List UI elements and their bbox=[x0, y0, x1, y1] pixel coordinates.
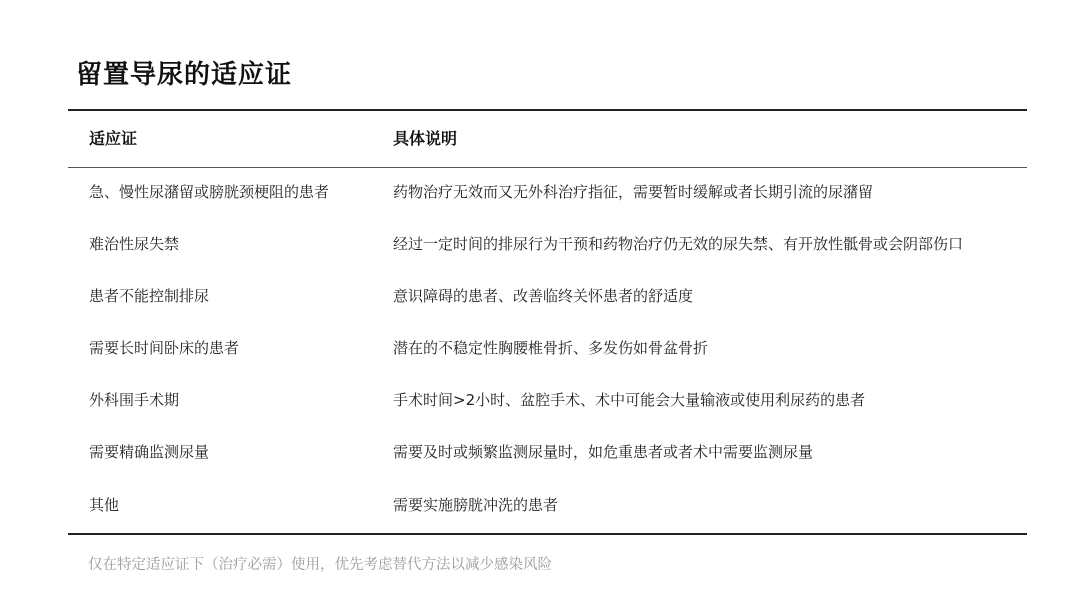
column-header-description: 具体说明 bbox=[393, 129, 458, 148]
table-row bbox=[0, 220, 1080, 272]
indication-cell: 需要长时间卧床的患者 bbox=[89, 339, 240, 358]
table-body bbox=[0, 168, 1080, 533]
footnote: 仅在特定适应证下（治疗必需）使用，优先考虑替代方法以减少感染风险 bbox=[88, 557, 552, 573]
column-header-indication: 适应证 bbox=[89, 129, 138, 148]
table-row bbox=[0, 481, 1080, 533]
indication-cell: 其他 bbox=[89, 495, 120, 514]
indication-cell: 需要精确监测尿量 bbox=[89, 443, 210, 462]
indication-cell: 难治性尿失禁 bbox=[89, 235, 180, 254]
indication-cell: 外科围手术期 bbox=[89, 391, 180, 410]
table-row bbox=[0, 272, 1080, 324]
page-title: 留置导尿的适应证 bbox=[76, 60, 293, 90]
indication-cell: 急、慢性尿潴留或膀胱颈梗阻的患者 bbox=[89, 183, 330, 201]
table-row bbox=[0, 324, 1080, 376]
table-row bbox=[0, 376, 1080, 428]
table-row bbox=[0, 428, 1080, 480]
description-cell: 潜在的不稳定性胸腰椎骨折、多发伤如骨盆骨折 bbox=[393, 339, 709, 358]
table-row bbox=[0, 168, 1080, 220]
table-header-row bbox=[0, 111, 1080, 167]
description-cell: 手术时间>2小时、盆腔手术、术中可能会大量输液或使用利尿药的患者 bbox=[393, 391, 866, 410]
description-cell: 需要实施膀胱冲洗的患者 bbox=[393, 495, 559, 514]
description-cell: 药物治疗无效而又无外科治疗指征，需要暂时缓解或者长期引流的尿潴留 bbox=[393, 183, 874, 201]
description-cell: 意识障碍的患者、改善临终关怀患者的舒适度 bbox=[393, 287, 694, 306]
indication-cell: 患者不能控制排尿 bbox=[89, 287, 210, 306]
description-cell: 经过一定时间的排尿行为干预和药物治疗仍无效的尿失禁、有开放性骶骨或会阴部伤口 bbox=[393, 235, 964, 254]
table-bottom-rule bbox=[68, 533, 1027, 535]
description-cell: 需要及时或频繁监测尿量时，如危重患者或者术中需要监测尿量 bbox=[393, 443, 814, 462]
